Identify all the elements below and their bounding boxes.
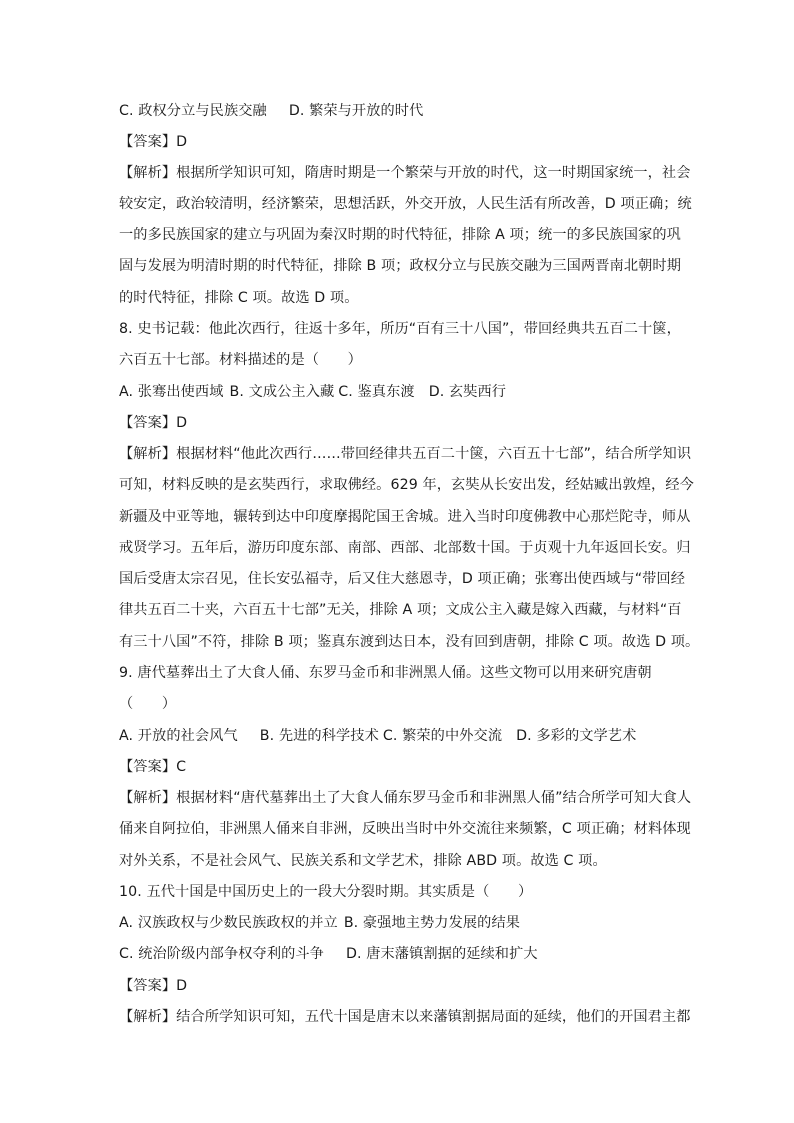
q9-options xyxy=(119,726,636,746)
q8-stem-line-2: 六百五十七部。材料描述的是（ ） xyxy=(119,352,362,368)
q9-option-a: A. 开放的社会风气 xyxy=(119,728,238,744)
q9-option-d: D. 多彩的文学艺术 xyxy=(516,728,637,744)
q8-option-d: D. 玄奘西行 xyxy=(428,384,507,400)
q8-option-c: C. 鉴真东渡 xyxy=(338,384,415,400)
q7-analysis-line-1: 【解析】根据所学知识可知，隋唐时期是一个繁荣与开放的时代，这一时期国家统一，社会 xyxy=(119,165,691,181)
q10-option-c: C. 统治阶级内部争权夺利的斗争 xyxy=(119,946,324,962)
q8-analysis-line-6: 律共五百二十夹，六百五十七部”无关，排除 A 项；文成公主入藏是嫁入西藏，与材料“百 xyxy=(119,602,682,618)
q7-analysis-line-2: 较安定，政治较清明，经济繁荣，思想活跃，外交开放，人民生活有所改善，D 项正确；统 xyxy=(119,196,692,212)
q8-option-a: A. 张骞出使西域 xyxy=(119,384,224,400)
q9-analysis-line-1: 【解析】根据材料“唐代墓葬出土了大食人俑东罗马金币和非洲黑人俑”结合所学可知大食人 xyxy=(119,790,692,806)
q9-stem-line-1: 9. 唐代墓葬出土了大食人俑、东罗马金币和非洲黑人俑。这些文物可以用来研究唐朝 xyxy=(119,665,652,681)
q7-analysis-line-3: 一的多民族国家的建立与巩固为秦汉时期的时代特征，排除 A 项；统一的多民族国家的巩 xyxy=(119,227,681,243)
q10-options-ab xyxy=(119,913,520,933)
q8-answer: 【答案】D xyxy=(119,415,188,431)
q7-answer: 【答案】D xyxy=(119,134,188,150)
q8-analysis-line-4: 戒贤学习。五年后，游历印度东部、南部、西部、北部数十国。于贞观十九年返回长安。归 xyxy=(119,540,691,556)
q9-analysis-line-3: 对外关系，不是社会风气、民族关系和文学艺术，排除 ABD 项。故选 C 项。 xyxy=(119,853,607,869)
q10-answer: 【答案】D xyxy=(119,978,188,994)
q9-answer: 【答案】C xyxy=(119,759,187,775)
q9-option-c: C. 繁荣的中外交流 xyxy=(382,728,503,744)
q10-option-a: A. 汉族政权与少数民族政权的并立 xyxy=(119,915,338,931)
q10-options-cd xyxy=(119,944,538,964)
q7-option-d: D. 繁荣与开放的时代 xyxy=(288,103,424,119)
q10-option-d: D. 唐末藩镇割据的延续和扩大 xyxy=(345,946,538,962)
q7-options-cd xyxy=(119,101,423,121)
q7-analysis-line-4: 固与发展为明清时期的时代特征，排除 B 项；政权分立与民族交融为三国两晋南北朝时期 xyxy=(119,258,681,274)
q9-analysis-line-2: 俑来自阿拉伯，非洲黑人俑来自非洲，反映出当时中外交流往来频繁，C 项正确；材料体现 xyxy=(119,821,691,837)
q8-option-b: B. 文成公主入藏 xyxy=(229,384,335,400)
q8-analysis-line-1: 【解析】根据材料“他此次西行……带回经律共五百二十箧，六百五十七部”，结合所学知识 xyxy=(119,446,692,462)
q8-options xyxy=(119,382,506,402)
q10-stem: 10. 五代十国是中国历史上的一段大分裂时期。其实质是（ ） xyxy=(119,884,533,900)
q8-analysis-line-2: 可知，材料反映的是玄奘西行，求取佛经。629 年，玄奘从长安出发，经姑臧出敦煌，经今 xyxy=(119,477,694,493)
q8-analysis-line-5: 国后受唐太宗召见，住长安弘福寺，后又住大慈恩寺，D 项正确；张骞出使西域与“带回经 xyxy=(119,571,686,587)
q7-analysis-line-5: 的时代特征，排除 C 项。故选 D 项。 xyxy=(119,290,359,306)
q8-analysis-line-3: 新疆及中亚等地，辗转到达中印度摩揭陀国王舍城。进入当时印度佛教中心那烂陀寺，师从 xyxy=(119,509,691,525)
q9-stem-line-2: （ ） xyxy=(119,696,177,712)
q8-stem-line-1: 8. 史书记载：他此次西行，往返十多年，所历“百有三十八国”，带回经典共五百二十箧， xyxy=(119,321,681,337)
q8-analysis-line-7: 有三十八国”不符，排除 B 项；鉴真东渡到达日本，没有回到唐朝，排除 C 项。故选 D 项。 xyxy=(119,634,700,650)
q10-analysis-line-1: 【解析】结合所学知识可知，五代十国是唐末以来藩镇割据局面的延续，他们的开国君主都 xyxy=(119,1009,691,1025)
q10-option-b: B. 豪强地主势力发展的结果 xyxy=(343,915,521,931)
q9-option-b: B. 先进的科学技术 xyxy=(259,728,379,744)
q7-option-c: C. 政权分立与民族交融 xyxy=(119,103,267,119)
